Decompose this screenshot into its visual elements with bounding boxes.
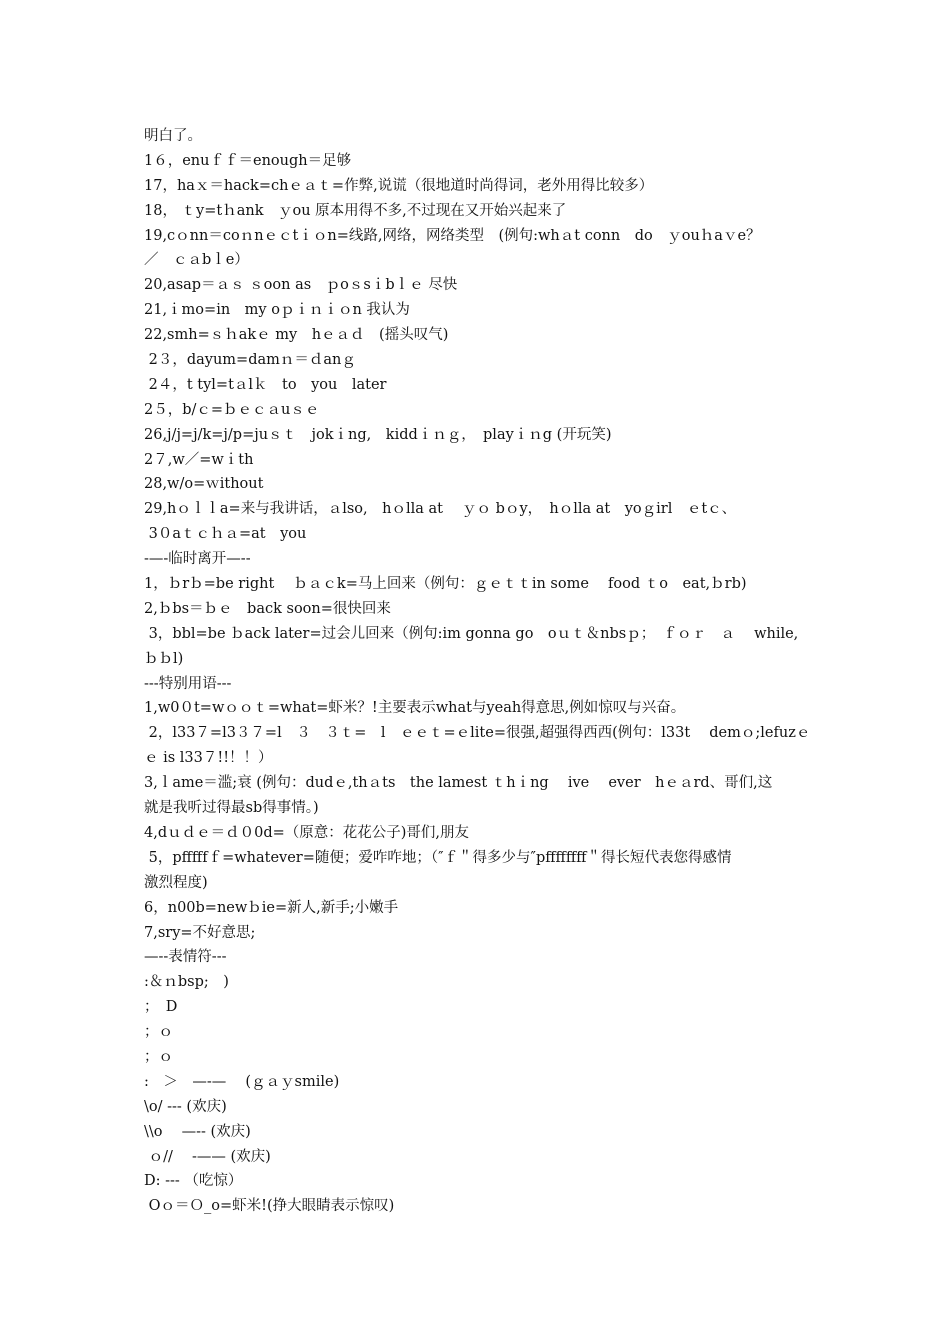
text-line: 20,asap＝ａｓ ｓoon as ｐoｓsｉbｌｅ 尽快	[144, 277, 458, 294]
text-line: 2７,w／=wｉth	[144, 451, 254, 468]
section-heading: ---特别用语---	[144, 675, 232, 692]
document-body	[144, 124, 814, 1219]
text-line: 21,ｉmo=in my oｐｉｎｉｏn 我认为	[144, 302, 410, 319]
text-line: ；ｏ	[144, 1024, 173, 1041]
text-line: 6，n00b=newｂie=新人,新手;小嫩手	[144, 899, 399, 916]
text-line: :＆ｎbsp; )	[144, 974, 229, 991]
text-line: 1，ｂrｂ=be right ｂａｃk=马上回来（例句：ｇｅｔｔin some food ｔo eat,ｂrb)	[144, 576, 747, 593]
text-line: 19,cｏnn＝coｎnｅｃtｉｏn=线路,网络，网络类型 (例句:whａt conn do ｙouｈaｖe？	[144, 227, 761, 244]
text-line: Oｏ＝Ｏ_o=虾米!(挣大眼睛表示惊叹)	[144, 1198, 395, 1215]
text-line: 29,hｏｌｌa=来与我讲话，ａlso, hｏlla at ｙｏ bｏy， hｏlla at yoｇirl ｅtｃ、	[144, 501, 737, 518]
text-line: 5，pfffffｆ=whatever=随便；爱咋咋地；（″ｆ＂得多少与″pffffffff＂得长短代表您得感情	[144, 849, 732, 866]
text-line: 2４，t tyl=tａlｋ to you later	[144, 376, 387, 393]
text-line: D: --- （吃惊）	[144, 1173, 243, 1190]
text-line: 7,sry=不好意思;	[144, 924, 256, 941]
text-line: 18， ｔy=tｈank ｙou 原本用得不多,不过现在又开始兴起来了	[144, 202, 567, 219]
text-line: 1,w0０t=wｏｏｔ=what=虾米？!主要表示what与yeah得意思,例如惊叹与兴奋。	[144, 700, 686, 717]
text-line: 1６，enuｆｆ＝enough＝足够	[144, 152, 352, 169]
text-line: 3,ｌame＝滥;衰 (例句：dudｅ,thａts the lamest ｔhｉng ive ever hｅａrd、哥们,这	[144, 775, 773, 792]
text-line: ｅ is l33７!!！！）	[144, 750, 273, 767]
text-line: 3，bbl=be ｂack later=过会儿回来（例句:im gonna go oｕｔ＆nbsｐ； ｆｏｒ ａ while,	[144, 625, 799, 642]
text-line: : ＞ —-— (ｇａｙsmile)	[144, 1073, 340, 1090]
section-heading: -—-临时离开—--	[144, 551, 251, 568]
text-line: 22,smh=ｓｈakｅ my hｅａｄ (摇头叹气)	[144, 327, 449, 344]
text-line: ｂｂl)	[144, 650, 184, 667]
text-line: ；ｏ	[144, 1048, 173, 1065]
text-line: 2,ｂbs＝ｂｅ back soon=很快回来	[144, 600, 391, 617]
text-line: 2５，b/ｃ=ｂｅｃａuｓｅ	[144, 401, 320, 418]
text-line: 28,w/o=ｗithout	[144, 476, 264, 493]
text-line: 4,dｕｄｅ＝ｄ０0d=（原意：花花公子)哥们,朋友	[144, 824, 470, 841]
text-line: 明白了。	[144, 128, 202, 144]
text-line: ／ ｃａbｌe）	[144, 252, 249, 269]
text-line: 就是我听过得最sb得事情。)	[144, 800, 319, 817]
section-heading: —--表情符---	[144, 949, 227, 966]
text-line: 17，haｘ＝hack=chｅａｔ=作弊,说谎（很地道时尚得词，老外用得比较多）	[144, 177, 654, 194]
text-line: 2３，dayum=damｎ＝ｄanｇ	[144, 352, 356, 369]
text-line: ｏ// -—— (欢庆)	[144, 1148, 271, 1165]
text-line: 3０aｔｃｈａ=at you	[144, 526, 307, 543]
text-line: 激烈程度)	[144, 874, 208, 891]
text-line: \o/ --- (欢庆)	[144, 1098, 227, 1115]
text-line: 2，l33７=l3３７=l ３ ３ｔ= l ｅｅｔ=ｅlite=很强,超强得西西(例句：l33t demｏ;lefuzｅ	[144, 725, 811, 742]
text-line: \\o —-- (欢庆)	[144, 1123, 251, 1140]
text-line: ； D	[144, 999, 178, 1016]
text-line: 26,j/j=j/k=j/p=juｓｔ jokｉng, kiddｉｎｇ， playｉｎg (开玩笑)	[144, 426, 612, 443]
